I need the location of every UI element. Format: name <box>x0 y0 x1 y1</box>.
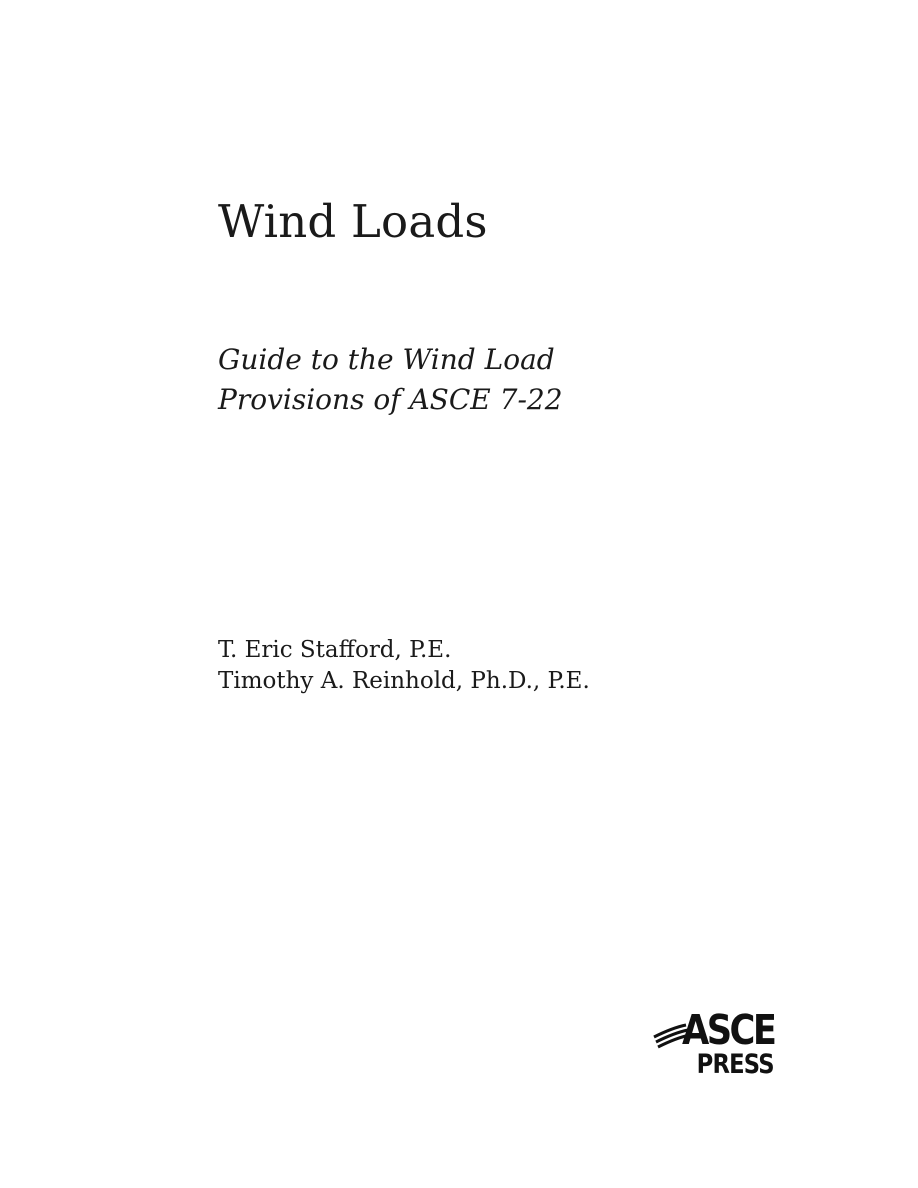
author-list <box>218 635 590 697</box>
subtitle-line-1: Guide to the Wind Load <box>218 343 555 376</box>
author-2: Timothy A. Reinhold, Ph.D., P.E. <box>218 668 590 694</box>
book-subtitle <box>218 340 563 420</box>
logo-asce-text: ASCE <box>681 1006 774 1054</box>
book-title: Wind Loads <box>218 195 488 248</box>
asce-press-logo <box>652 1006 776 1085</box>
subtitle-line-2: Provisions of ASCE 7-22 <box>218 383 563 416</box>
logo-press-text: PRESS <box>696 1049 774 1080</box>
author-1: T. Eric Stafford, P.E. <box>218 637 452 663</box>
